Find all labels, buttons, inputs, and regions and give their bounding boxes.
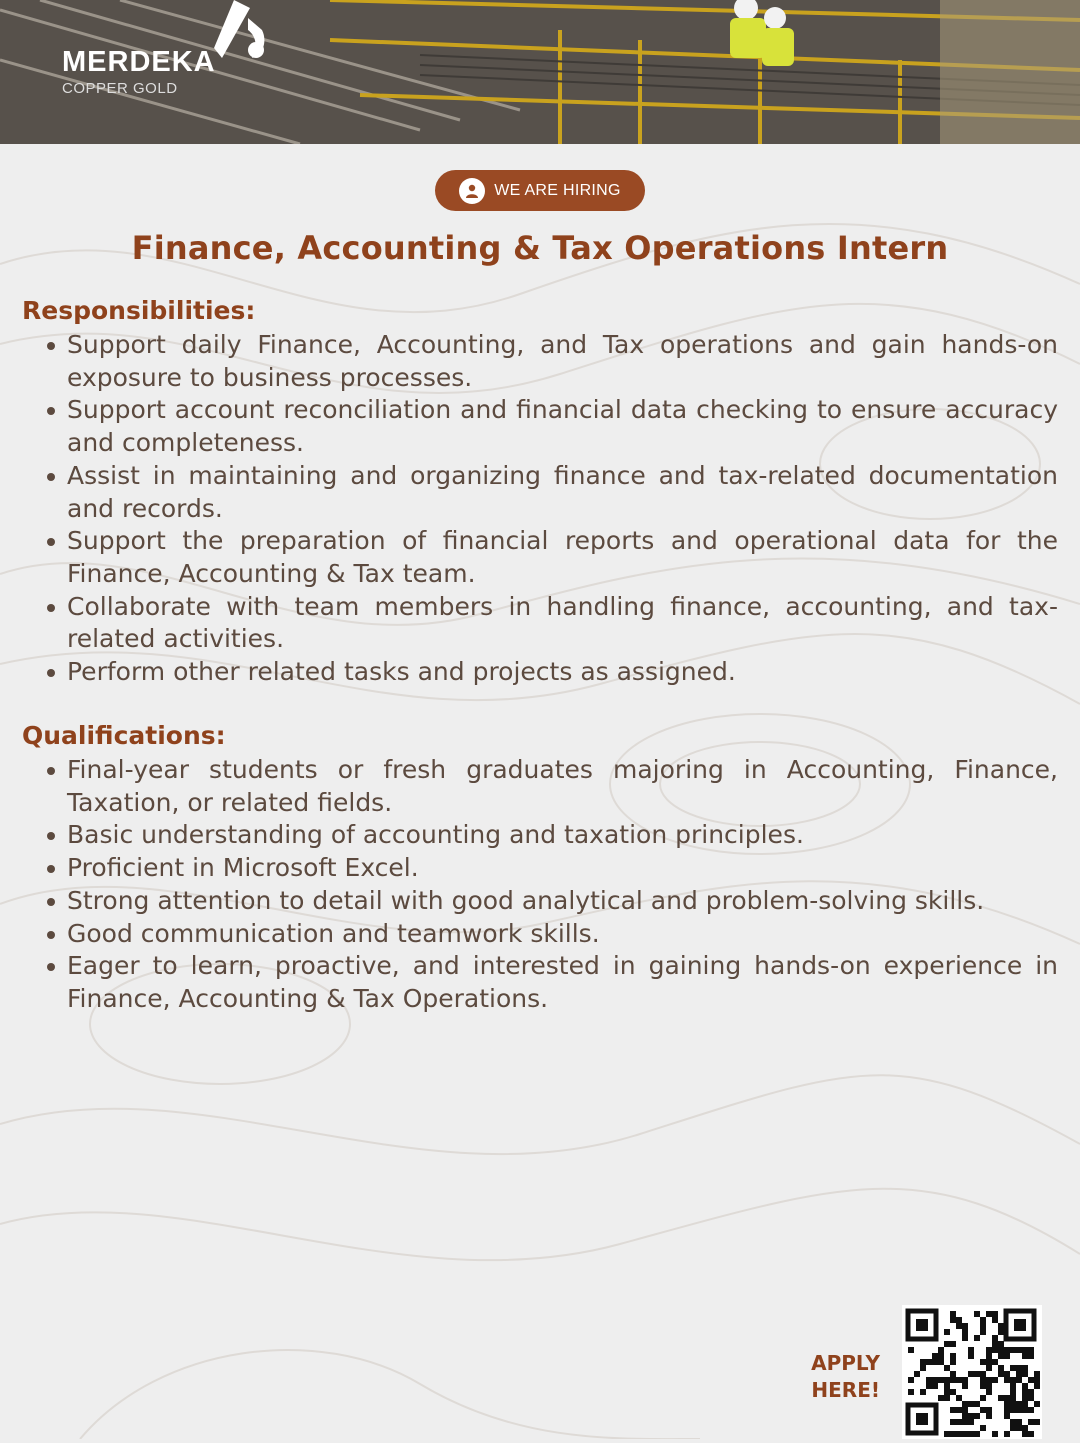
- qr-code-graphic: [902, 1305, 1042, 1439]
- responsibilities-heading: Responsibilities:: [22, 296, 256, 325]
- qualifications-heading: Qualifications:: [22, 721, 226, 750]
- list-item: Eager to learn, proactive, and interested in gaining hands-on experience in Finance, Accounting & Tax Operations.: [22, 950, 1058, 1015]
- apply-line-1: APPLY: [811, 1351, 880, 1375]
- hiring-badge-label: WE ARE HIRING: [494, 181, 621, 199]
- person-icon: [459, 178, 485, 204]
- qualifications-list: [22, 754, 1058, 1016]
- list-item: Collaborate with team members in handling finance, accounting, and tax-related activities.: [22, 591, 1058, 656]
- qr-code-icon[interactable]: [902, 1305, 1042, 1439]
- list-item: Support account reconciliation and financial data checking to ensure accuracy and completeness.: [22, 394, 1058, 459]
- merdeka-logo: [60, 10, 290, 100]
- list-item: Good communication and teamwork skills.: [22, 918, 1058, 951]
- list-item: Assist in maintaining and organizing finance and tax-related documentation and records.: [22, 460, 1058, 525]
- hiring-badge: [435, 170, 645, 211]
- list-item: Proficient in Microsoft Excel.: [22, 852, 1058, 885]
- list-item: Basic understanding of accounting and taxation principles.: [22, 819, 1058, 852]
- list-item: Strong attention to detail with good analytical and problem-solving skills.: [22, 885, 1058, 918]
- brand-subtitle: COPPER GOLD: [62, 80, 178, 97]
- list-item: Perform other related tasks and projects as assigned.: [22, 656, 1058, 689]
- list-item: Support daily Finance, Accounting, and Tax operations and gain hands-on exposure to business processes.: [22, 329, 1058, 394]
- list-item: Support the preparation of financial reports and operational data for the Finance, Accounting & Tax team.: [22, 525, 1058, 590]
- list-item: Final-year students or fresh graduates majoring in Accounting, Finance, Taxation, or related fields.: [22, 754, 1058, 819]
- apply-line-2: HERE!: [811, 1378, 880, 1402]
- responsibilities-list: [22, 329, 1058, 689]
- merdeka-leaf-logo-icon: [212, 0, 272, 70]
- job-title: Finance, Accounting & Tax Operations Intern: [131, 229, 949, 267]
- apply-callout[interactable]: [780, 1350, 880, 1404]
- brand-name: MERDEKA: [62, 46, 216, 78]
- hero-banner: [0, 0, 1080, 144]
